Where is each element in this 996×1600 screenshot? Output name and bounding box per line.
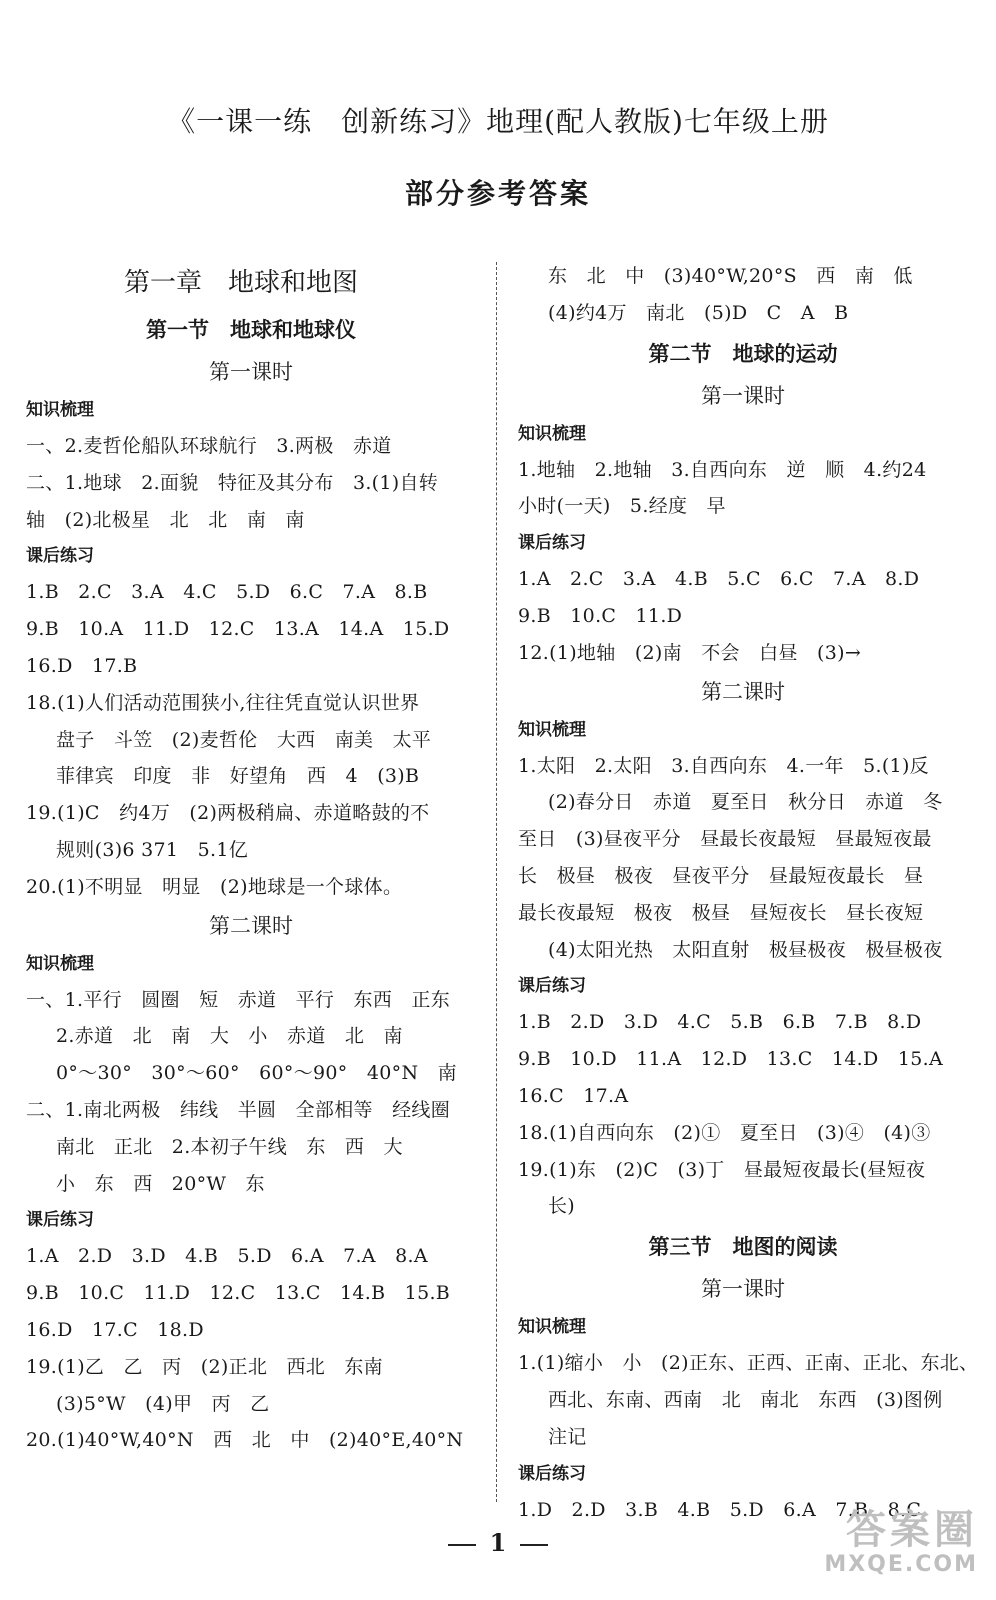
answer-line: 2.赤道 北 南 大 小 赤道 北 南 (56, 1025, 403, 1048)
answer-line: 规则(3)6 371 5.1亿 (56, 838, 249, 861)
answer-line: 19.(1)乙 乙 丙 (2)正北 西北 东南 (26, 1355, 383, 1378)
answer-line: 南北 正北 2.本初子午线 东 西 大 (56, 1135, 403, 1158)
book-title: 《一课一练 创新练习》地理(配人教版)七年级上册 (167, 105, 829, 138)
answer-line: (3)5°W (4)甲 丙 乙 (56, 1392, 270, 1415)
answer-line: 长 极昼 极夜 昼夜平分 昼最短夜最长 昼 (518, 864, 924, 887)
answer-line: 1.B 2.C 3.A 4.C 5.D 6.C 7.A 8.B (26, 581, 428, 604)
answer-line: 18.(1)人们活动范围狭小,往往凭直觉认识世界 (26, 691, 420, 714)
answer-line: 0°～30° 30°～60° 60°～90° 40°N 南 (56, 1062, 457, 1085)
answer-line: (4)太阳光热 太阳直射 极昼极夜 极昼极夜 (548, 938, 943, 961)
answer-line: 20.(1)40°W,40°N 西 北 中 (2)40°E,40°N (26, 1429, 464, 1452)
answer-line: 9.B 10.C 11.D 12.C 13.C 14.B 15.B (26, 1282, 451, 1305)
answer-line: 1.A 2.D 3.D 4.B 5.D 6.A 7.A 8.A (26, 1245, 428, 1268)
answer-line: 1.太阳 2.太阳 3.自西向东 4.一年 5.(1)反 (518, 754, 929, 777)
answer-line: 盘子 斗笠 (2)麦哲伦 大西 南美 太平 (56, 728, 432, 751)
exercise-label: 课后练习 (26, 1210, 94, 1231)
section-title: 第三节 地图的阅读 (648, 1235, 838, 1260)
lesson-title: 第一课时 (701, 1277, 785, 1302)
section-title: 第二节 地球的运动 (648, 341, 838, 366)
column-divider (496, 262, 497, 1502)
answer-line: 东 北 中 (3)40°W,20°S 西 南 低 (548, 265, 913, 287)
answer-line: 菲律宾 印度 非 好望角 西 4 (3)B (56, 765, 420, 788)
answer-line: 12.(1)地轴 (2)南 不会 白昼 (3)→ (518, 641, 862, 664)
answer-line: 19.(1)C 约4万 (2)两极稍扁、赤道略鼓的不 (26, 802, 430, 825)
answer-line: 1.(1)缩小 小 (2)正东、正西、正南、正北、东北、 (518, 1352, 979, 1375)
lesson-title: 第一课时 (701, 383, 785, 408)
knowledge-label: 知识梳理 (518, 719, 586, 740)
lesson-title: 第二课时 (209, 913, 293, 938)
lesson-title: 第二课时 (701, 679, 785, 704)
answer-line: 19.(1)东 (2)C (3)丁 昼最短夜最长(昼短夜 (518, 1158, 926, 1181)
watermark-logo: 答案圈 (846, 1507, 978, 1553)
chapter-title: 第一章 地球和地图 (124, 268, 359, 298)
watermark-url: MXQE.COM (824, 1552, 978, 1577)
answer-line: 1.地轴 2.地轴 3.自西向东 逆 顺 4.约24 (518, 458, 927, 481)
answer-line: 16.D 17.B (26, 654, 138, 677)
exercise-label: 课后练习 (518, 976, 586, 997)
answer-line: 9.B 10.D 11.A 12.D 13.C 14.D 15.A (518, 1048, 943, 1071)
answer-line: (4)约4万 南北 (5)D C A B (548, 301, 849, 324)
answer-line: 16.C 17.A (518, 1084, 629, 1107)
page-number-text: 1 (489, 1528, 507, 1557)
answer-line: 长) (548, 1195, 576, 1218)
answer-line: 轴 (2)北极星 北 北 南 南 (26, 508, 305, 531)
watermark (748, 1508, 978, 1588)
section-title: 第一节 地球和地球仪 (146, 318, 356, 342)
answer-line: 至日 (3)昼夜平分 昼最长夜最短 昼最短夜最 (518, 828, 932, 851)
answer-line: 西北、东南、西南 北 南北 东西 (3)图例 (548, 1388, 943, 1411)
answer-line: 二、1.地球 2.面貌 特征及其分布 3.(1)自转 (26, 471, 439, 494)
answer-line: 一、1.平行 圆圈 短 赤道 平行 东西 正东 (26, 988, 451, 1011)
exercise-label: 课后练习 (518, 1463, 586, 1484)
doc-title: 部分参考答案 (404, 177, 591, 210)
exercise-label: 课后练习 (26, 546, 94, 567)
dash-left (448, 1544, 476, 1546)
knowledge-label: 知识梳理 (518, 1317, 586, 1338)
lesson-title: 第一课时 (209, 360, 293, 384)
exercise-label: 课后练习 (518, 533, 586, 554)
answer-line: 1.B 2.D 3.D 4.C 5.B 6.B 7.B 8.D (518, 1011, 922, 1034)
answer-line: 16.D 17.C 18.D (26, 1318, 204, 1341)
left-column (26, 258, 476, 1459)
answer-line: 20.(1)不明显 明显 (2)地球是一个球体。 (26, 875, 403, 898)
answer-line: 9.B 10.A 11.D 12.C 13.A 14.A 15.D (26, 618, 450, 641)
knowledge-label: 知识梳理 (26, 953, 94, 974)
knowledge-label: 知识梳理 (26, 400, 94, 420)
answer-line: 一、2.麦哲伦船队环球航行 3.两极 赤道 (26, 435, 392, 457)
answer-line: 注记 (548, 1425, 587, 1448)
answer-line: 9.B 10.C 11.D (518, 604, 683, 627)
answer-line: (2)春分日 赤道 夏至日 秋分日 赤道 冬 (548, 791, 943, 814)
dash-right (520, 1544, 548, 1546)
knowledge-label: 知识梳理 (518, 423, 586, 444)
answer-line: 1.A 2.C 3.A 4.B 5.C 6.C 7.A 8.D (518, 568, 920, 591)
answer-line: 小 东 西 20°W 东 (56, 1172, 265, 1195)
answer-line: 二、1.南北两极 纬线 半圆 全部相等 经线圈 (26, 1098, 451, 1121)
answer-line: 小时(一天) 5.经度 早 (518, 495, 726, 518)
answer-line: 18.(1)自西向东 (2)① 夏至日 (3)④ (4)③ (518, 1121, 931, 1144)
answer-line: 1.D 2.D 3.B 4.B 5.D 6.A 7.B 8.C (518, 1498, 922, 1521)
right-column (518, 258, 979, 1528)
answer-line: 最长夜最短 极夜 极昼 昼短夜长 昼长夜短 (518, 901, 924, 924)
